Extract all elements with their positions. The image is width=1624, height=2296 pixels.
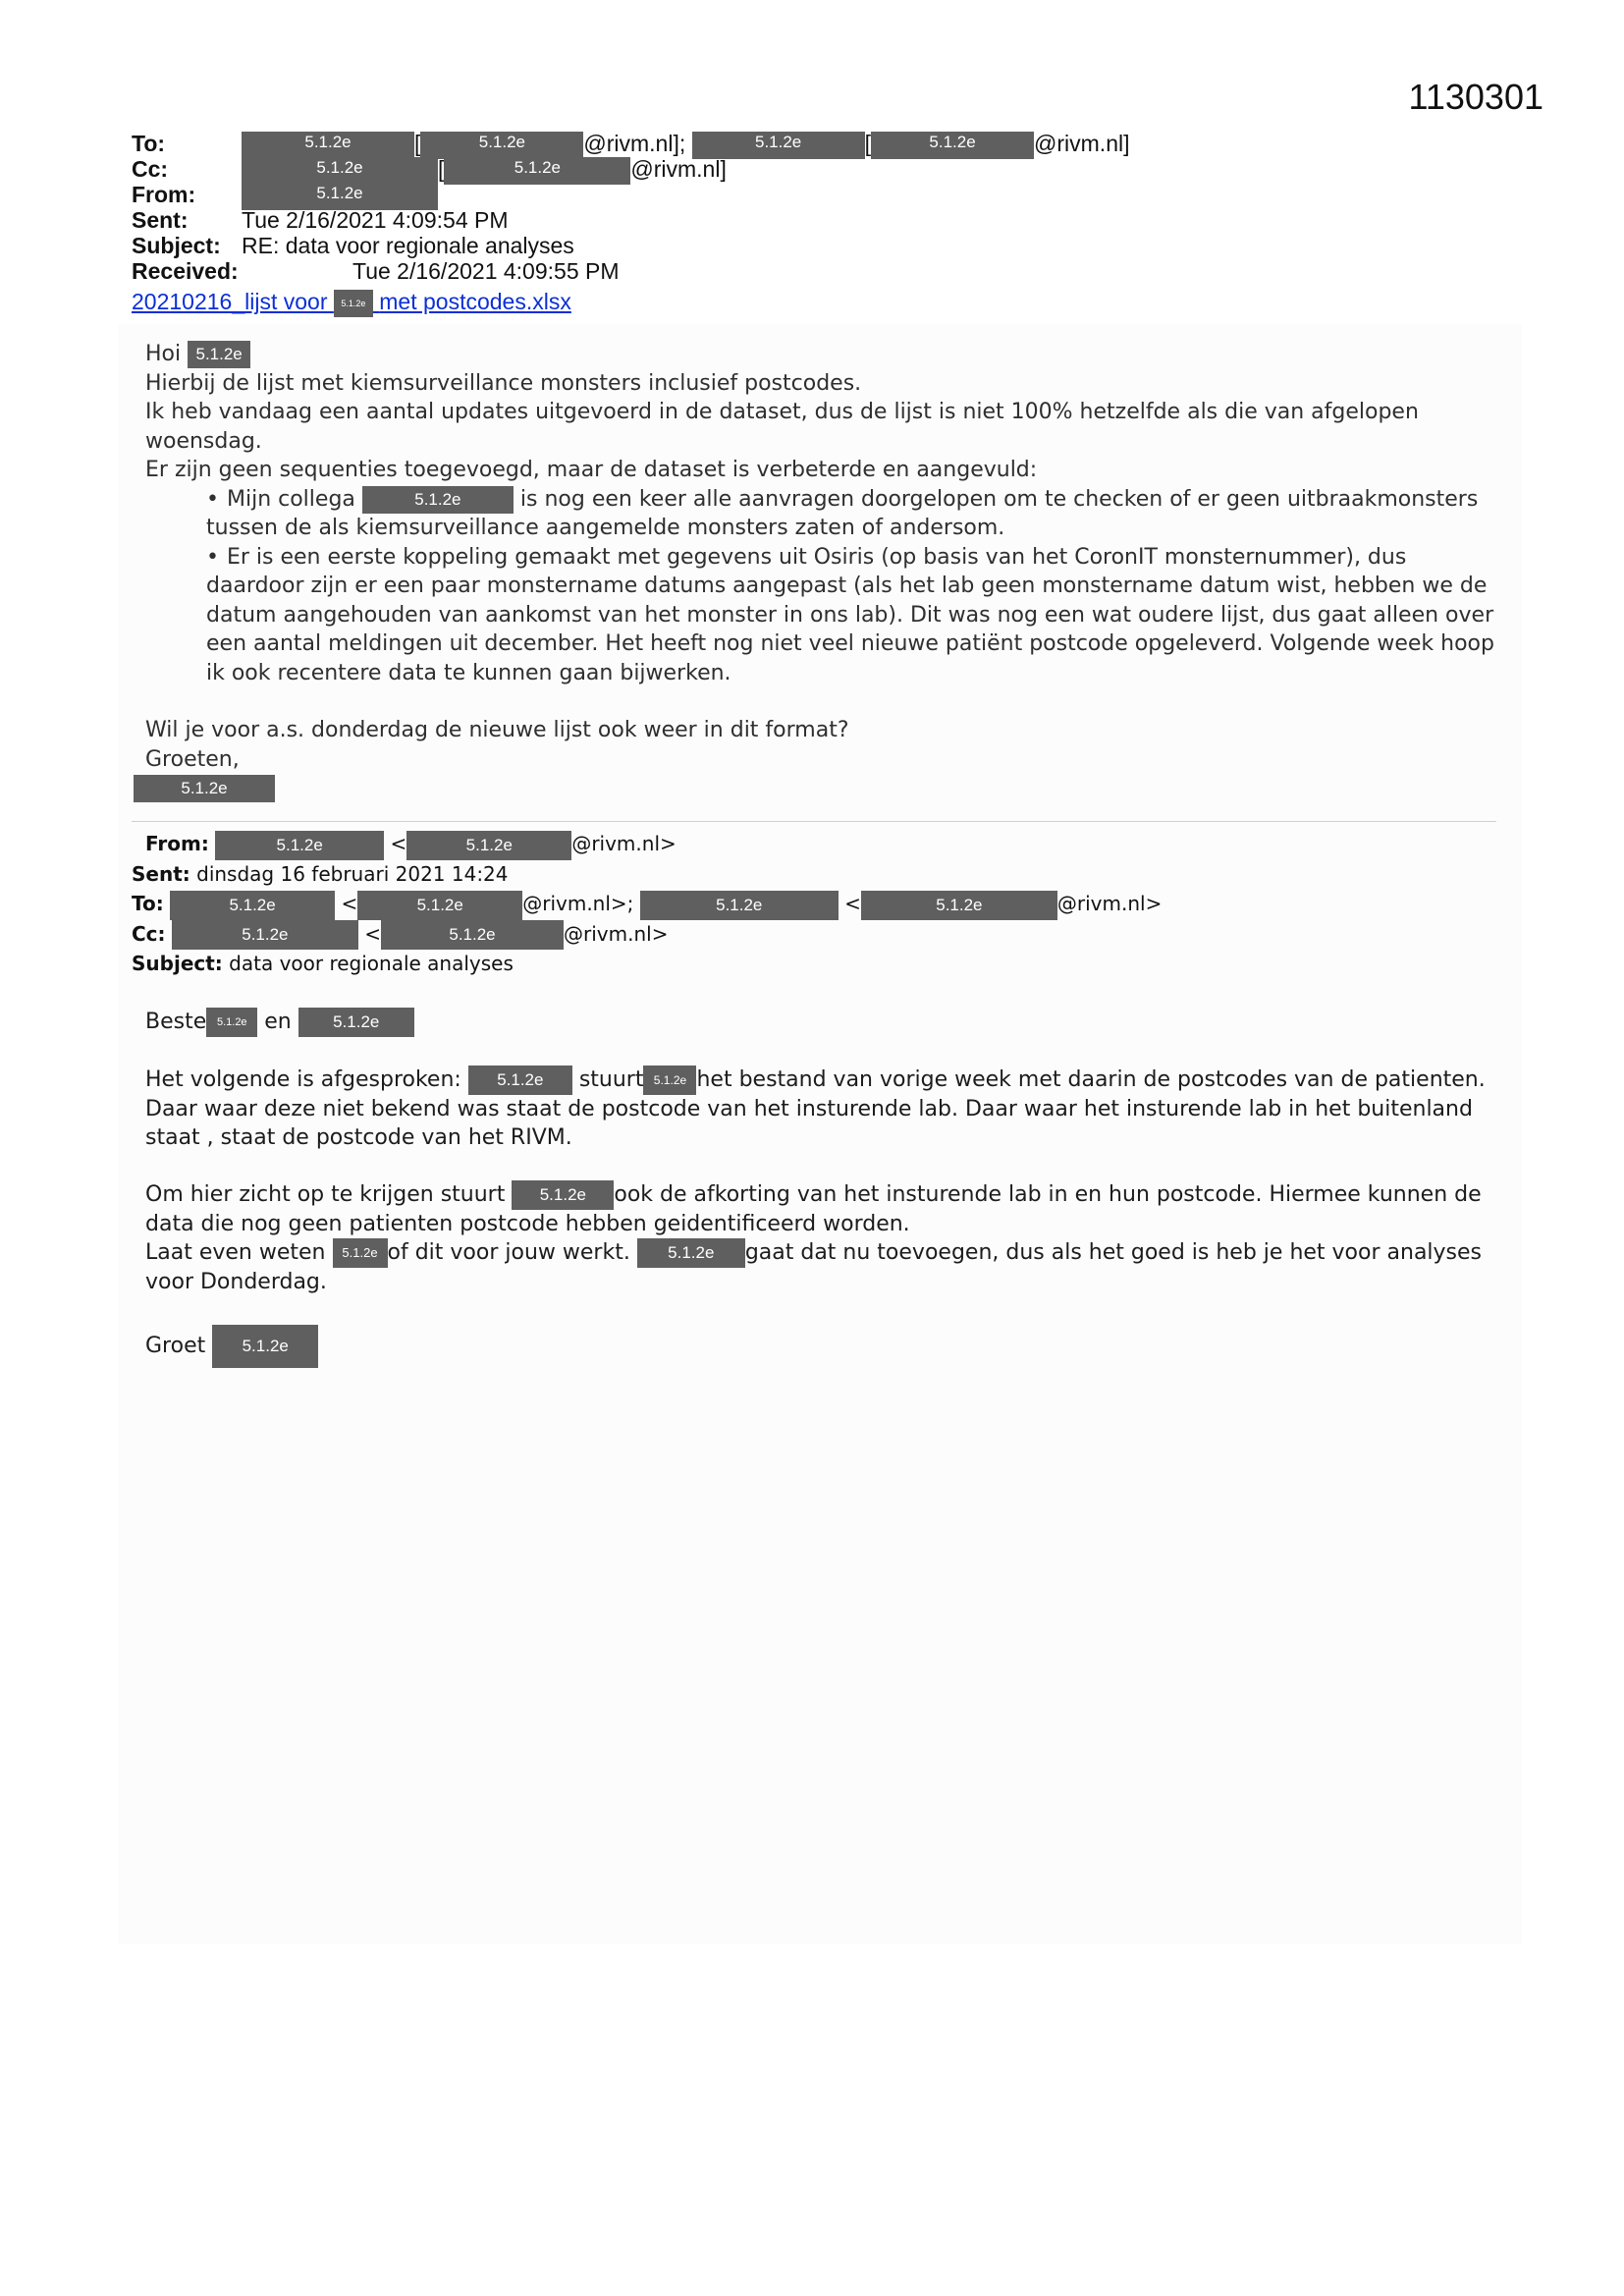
redaction: 5.1.2e xyxy=(188,341,250,368)
from-label: From: xyxy=(132,182,196,207)
separator-line xyxy=(132,821,1496,822)
lt: < xyxy=(364,921,382,946)
greeting-text: en xyxy=(264,1010,292,1034)
redaction: 5.1.2e xyxy=(212,1325,318,1368)
para-text: stuurt xyxy=(578,1067,644,1092)
bullet-text: Mijn collega xyxy=(226,486,355,512)
redaction: 5.1.2e xyxy=(468,1066,572,1095)
redaction: 5.1.2e xyxy=(692,132,865,159)
subject-label: Subject: xyxy=(132,233,221,258)
sent-value: Tue 2/16/2021 4:09:54 PM xyxy=(242,207,509,233)
bullet-text: Er is een eerste koppeling gemaakt met gegevens uit Osiris (op basis van het CoronIT monsternummer), dus daardoor zijn er een paar monstername datums aangepast (als het lab geen monstername datum wist, hebben we de datum aangehouden van aankomst van het monster in ons lab). Dit was nog een wat oudere lijst, dus gaat alleen over een aantal meldingen uit december. Het heeft nog niet veel nieuwe patiënt postcode opgeleverd. Volgende week hoop ik ook recentere data te kunnen gaan bijwerken. xyxy=(206,544,1494,685)
orig-from-row xyxy=(132,829,1162,859)
reply-line: Er zijn geen sequenties toegevoegd, maar de dataset is verbeterde en aangevuld: xyxy=(145,458,1038,482)
bracket: [ xyxy=(864,131,872,156)
lt: < xyxy=(844,892,861,915)
spacer xyxy=(145,1152,1500,1180)
orig-subject-value: data voor regionale analyses xyxy=(229,952,514,975)
redaction: 5.1.2e xyxy=(134,775,275,802)
lt: < xyxy=(390,832,407,855)
greeting-text: Hoi xyxy=(145,342,182,366)
redaction: 5.1.2e xyxy=(242,157,438,185)
lt: < xyxy=(341,892,358,915)
orig-to-label: To: xyxy=(132,892,164,915)
spacer xyxy=(145,1296,1500,1325)
orig-sent-value: dinsdag 16 februari 2021 14:24 xyxy=(196,861,509,886)
email-suffix: @rivm.nl] xyxy=(1034,131,1130,156)
redaction: 5.1.2e xyxy=(861,891,1057,920)
greeting-text: Beste xyxy=(145,1010,207,1034)
bullet-text: is nog een keer alle aanvragen doorgelopen om te checken of er geen uitbraakmonsters tussen de als kiemsurveillance aangemelde monsters zaten of andersom. xyxy=(206,486,1479,540)
bullet-icon: • xyxy=(206,486,219,512)
reply-line: Ik heb vandaag een aantal updates uitgevoerd in de dataset, dus de lijst is niet 100% hetzelfde als die van afgelopen woensdag. xyxy=(145,400,1419,454)
reply-question: Wil je voor a.s. donderdag de nieuwe lijst ook weer in dit format? xyxy=(145,718,849,742)
original-greeting xyxy=(145,1008,1500,1037)
orig-sent-label: Sent: xyxy=(132,861,190,886)
redaction: 5.1.2e xyxy=(871,132,1034,159)
reply-body xyxy=(145,340,1500,803)
received-value: Tue 2/16/2021 4:09:55 PM xyxy=(352,258,620,284)
orig-from-label: From: xyxy=(145,832,209,855)
original-body xyxy=(145,1008,1500,1368)
redaction: 5.1.2e xyxy=(637,1238,745,1268)
to-value xyxy=(242,131,1130,159)
bullet-item xyxy=(206,543,1500,688)
email-suffix: @rivm.nl] xyxy=(630,156,727,182)
spacer xyxy=(145,1037,1500,1066)
redaction: 5.1.2e xyxy=(242,183,438,210)
original-closing xyxy=(145,1325,1500,1368)
orig-cc-label: Cc: xyxy=(132,921,166,946)
original-header xyxy=(132,829,1162,979)
para-text: Laat even weten xyxy=(145,1240,326,1265)
attachment-name-part2[interactable]: met postcodes.xlsx xyxy=(379,289,571,314)
cc-label: Cc: xyxy=(132,156,169,182)
para-text: Het volgende is afgesproken: xyxy=(145,1067,461,1092)
redaction: 5.1.2e xyxy=(298,1008,414,1037)
document-number: 1130301 xyxy=(1408,77,1543,117)
redaction: 5.1.2e xyxy=(206,1008,257,1037)
redaction: 5.1.2e xyxy=(406,831,571,860)
attachment-link[interactable] xyxy=(132,289,571,317)
para-text: gaat dat nu toevoegen, dus als het goed is heb je het voor analyses voor Donderdag. xyxy=(145,1240,1483,1294)
redaction: 5.1.2e xyxy=(362,486,514,514)
para-text: het bestand van vorige week met daarin de postcodes van de patienten. Daar waar deze niet bekend was staat de postcode van het insturende lab. Daar waar het insturende lab in het buitenland staat , staat de postcode van het RIVM. xyxy=(145,1067,1486,1150)
redaction: 5.1.2e xyxy=(172,920,358,950)
para-text: Om hier zicht op te krijgen stuurt xyxy=(145,1182,506,1207)
reply-closing: Groeten, xyxy=(145,746,240,772)
attachment-name-part1[interactable]: 20210216_lijst voor xyxy=(132,289,328,314)
orig-cc-row xyxy=(132,919,1162,950)
redaction: 5.1.2e xyxy=(381,920,564,950)
orig-to-row xyxy=(132,889,1162,919)
email-suffix: @rivm.nl> xyxy=(1056,892,1163,915)
original-paragraph xyxy=(145,1180,1500,1238)
redaction: 5.1.2e xyxy=(640,891,839,920)
spacer xyxy=(145,687,1500,716)
redaction: 5.1.2e xyxy=(643,1066,696,1095)
sent-label: Sent: xyxy=(132,207,189,233)
reply-line: Hierbij de lijst met kiemsurveillance monsters inclusief postcodes. xyxy=(145,370,862,396)
email-suffix: @rivm.nl> xyxy=(571,832,677,855)
redaction: 5.1.2e xyxy=(333,1238,388,1268)
orig-subject-row xyxy=(132,949,1162,979)
para-text: ook de afkorting van het insturende lab in en hun postcode. Hiermee kunnen de data die nog geen patienten postcode hebben geidentificeerd worden. xyxy=(145,1182,1482,1236)
email-suffix: @rivm.nl>; xyxy=(522,892,634,915)
email-suffix: @rivm.nl> xyxy=(564,921,669,946)
redaction: 5.1.2e xyxy=(444,157,630,185)
reply-signature xyxy=(134,774,1500,803)
bracket: [ xyxy=(414,131,421,156)
redaction: 5.1.2e xyxy=(242,132,414,159)
bullet-icon: • xyxy=(206,544,219,570)
bracket: [ xyxy=(438,156,445,182)
orig-sent-row xyxy=(132,859,1162,890)
redaction: 5.1.2e xyxy=(357,891,522,920)
email-suffix: @rivm.nl]; xyxy=(583,131,686,156)
redaction: 5.1.2e xyxy=(215,831,384,860)
redaction: 5.1.2e xyxy=(512,1180,614,1210)
cc-value xyxy=(242,156,727,185)
para-text: of dit voor jouw werkt. xyxy=(387,1240,630,1265)
bullet-item xyxy=(206,485,1500,543)
reply-greeting xyxy=(145,340,1500,369)
received-label: Received: xyxy=(132,258,239,284)
closing-text: Groet xyxy=(145,1334,206,1358)
subject-value: RE: data voor regionale analyses xyxy=(242,233,574,258)
to-label: To: xyxy=(132,131,166,156)
redaction: 5.1.2e xyxy=(334,290,373,317)
original-paragraph xyxy=(145,1238,1500,1296)
from-value xyxy=(242,182,438,210)
redaction: 5.1.2e xyxy=(420,132,583,159)
redaction: 5.1.2e xyxy=(170,891,335,920)
orig-subject-label: Subject: xyxy=(132,952,223,975)
original-paragraph xyxy=(145,1066,1500,1152)
